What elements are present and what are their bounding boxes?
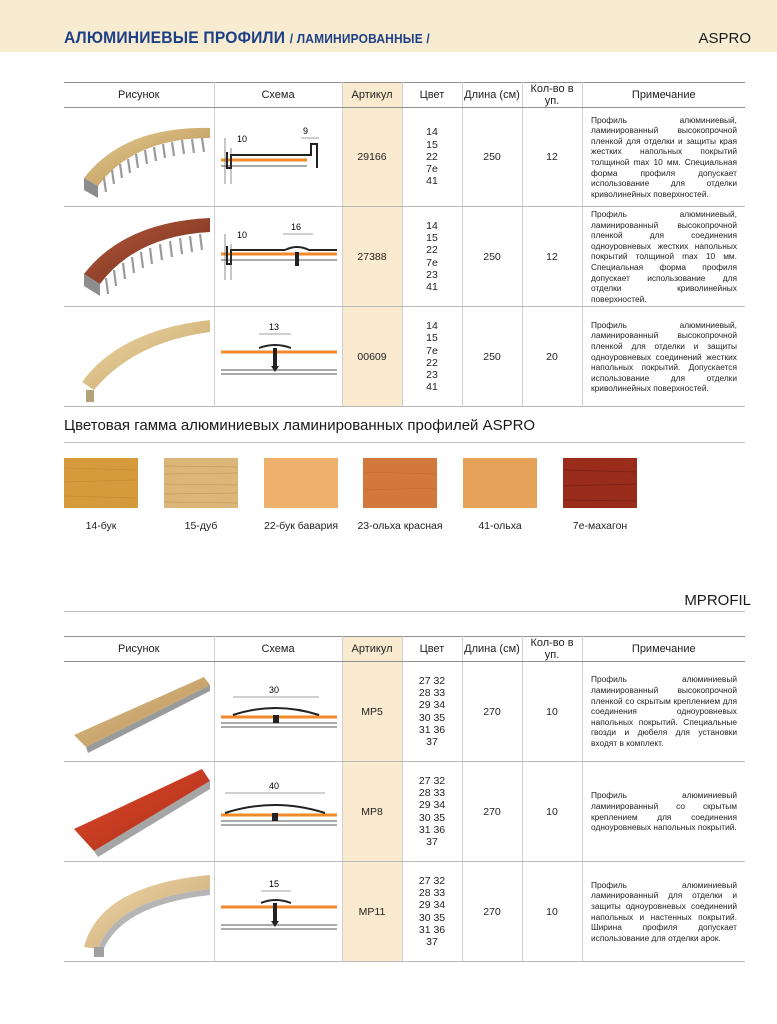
swatch-23 <box>363 458 437 508</box>
col-header-note: Примечание <box>582 83 745 108</box>
color-code: 41 <box>426 381 438 394</box>
swatch-15 <box>164 458 238 508</box>
color-code: 37 <box>426 935 438 948</box>
scheme-dim-label: 10 <box>236 229 247 240</box>
table-header-row <box>64 83 745 108</box>
aspro-table <box>64 82 745 407</box>
product-scheme <box>214 762 342 862</box>
color-code: 28 33 <box>418 687 446 700</box>
note-text: Профиль алюминиевый ламинированный высокопрочной пленкой со скрытым креплением для соединения одноуровневых напольных покрытий. Специальные гвозди и дюбеля для установки входят в комплект. <box>590 674 737 748</box>
color-code: 30 35 <box>418 811 446 824</box>
col-header-length: Длина (см) <box>462 637 522 662</box>
scheme-dim-label: 10 <box>236 134 247 144</box>
qty-cell: 20 <box>522 307 582 407</box>
brand-mprofil: MPROFIL <box>684 592 751 609</box>
swatch-fill <box>64 458 138 508</box>
profile-mp5-image <box>64 663 214 761</box>
product-image <box>64 862 214 962</box>
col-header-image: Рисунок <box>64 83 214 108</box>
note-text: Профиль алюминиевый, ламинированный высокопрочной пленкой для отделки и защиты одноуровневых соединений жестких напольных покрытий. Допускается использование для отделки криволинейных поверхностей. <box>590 319 737 394</box>
color-code: 29 34 <box>418 899 446 912</box>
product-scheme <box>214 108 342 207</box>
article-cell: MP11 <box>342 862 402 962</box>
scheme-drawing <box>215 663 343 761</box>
swatch-label: 23-ольха красная <box>357 520 443 532</box>
color-list <box>402 307 462 407</box>
color-code: 41 <box>426 281 438 294</box>
color-code: 7e <box>426 344 438 357</box>
qty-cell: 12 <box>522 108 582 207</box>
scheme-drawing <box>215 763 343 861</box>
length-cell: 270 <box>462 762 522 862</box>
color-code: 37 <box>426 735 438 748</box>
color-code: 27 32 <box>418 674 446 687</box>
swatch-label: 22-бук бавария <box>263 520 339 532</box>
note-cell <box>582 108 745 207</box>
col-header-color: Цвет <box>402 83 462 108</box>
color-code: 7e <box>426 256 438 269</box>
color-code: 15 <box>426 332 438 345</box>
color-list <box>402 207 462 307</box>
product-scheme <box>214 862 342 962</box>
color-code: 31 36 <box>418 923 446 936</box>
color-list <box>402 108 462 207</box>
color-code: 29 34 <box>418 799 446 812</box>
color-code: 22 <box>426 244 438 257</box>
color-code: 28 33 <box>418 787 446 800</box>
color-code: 14 <box>426 320 438 333</box>
color-code: 30 35 <box>418 911 446 924</box>
col-header-article: Артикул <box>342 637 402 662</box>
scheme-dim-label: 9 <box>302 126 308 136</box>
table-row <box>64 862 745 962</box>
profile-mp11-image <box>64 863 214 961</box>
note-text: Профиль алюминиевый ламинированный для отделки и защиты одноуровневых соединений напольных и настенных покрытий. Ширина профиля допускает использование для отделки арок. <box>590 879 737 943</box>
article-cell: 00609 <box>342 307 402 407</box>
product-image <box>64 207 214 307</box>
swatch-label: 15-дуб <box>184 520 218 532</box>
color-code: 27 32 <box>418 774 446 787</box>
length-cell: 250 <box>462 207 522 307</box>
color-code: 29 34 <box>418 699 446 712</box>
length-cell: 250 <box>462 108 522 207</box>
col-header-qty: Кол-во в уп. <box>522 83 582 108</box>
note-cell <box>582 862 745 962</box>
col-header-length: Длина (см) <box>462 83 522 108</box>
article-cell: 29166 <box>342 108 402 207</box>
swatch-7e <box>563 458 637 508</box>
note-text: Профиль алюминиевый, ламинированный высокопрочной пленкой для отделки и защиты края жестких напольных покрытий толщиной max 10 мм. Специальная форма профиля допускает использование для отделки криволинейных поверхностей. <box>590 114 737 199</box>
profile-t-image <box>64 308 214 406</box>
page-title-main: АЛЮМИНИЕВЫЕ ПРОФИЛИ <box>64 28 286 47</box>
qty-cell: 10 <box>522 862 582 962</box>
note-text: Профиль алюминиевый ламинированный со скрытым креплением для соединения одноуровневых напольных покрытий. <box>590 790 737 833</box>
note-cell <box>582 207 745 307</box>
mprofil-table <box>64 636 745 962</box>
qty-cell: 10 <box>522 662 582 762</box>
color-code: 27 32 <box>418 874 446 887</box>
swatch-label: 7е-махагон <box>572 520 628 532</box>
col-header-note: Примечание <box>582 637 745 662</box>
product-scheme <box>214 207 342 307</box>
color-code: 15 <box>426 232 438 245</box>
product-image <box>64 762 214 862</box>
length-cell: 270 <box>462 862 522 962</box>
product-image <box>64 307 214 407</box>
color-code: 22 <box>426 150 438 163</box>
color-code: 28 33 <box>418 887 446 900</box>
color-code: 14 <box>426 126 438 139</box>
length-cell: 270 <box>462 662 522 762</box>
scheme-drawing <box>215 863 343 961</box>
swatch-fill <box>463 458 537 508</box>
color-code: 30 35 <box>418 711 446 724</box>
color-code: 15 <box>426 138 438 151</box>
product-image <box>64 662 214 762</box>
color-code: 37 <box>426 835 438 848</box>
profile-curved-edge-image <box>64 108 214 206</box>
product-scheme <box>214 307 342 407</box>
table-row <box>64 307 745 407</box>
color-code: 41 <box>426 175 438 188</box>
note-cell <box>582 307 745 407</box>
article-cell: MP5 <box>342 662 402 762</box>
page-title-sub: / ЛАМИНИРОВАННЫЕ / <box>289 31 430 46</box>
table-row <box>64 207 745 307</box>
table-row <box>64 762 745 862</box>
swatch-14 <box>64 458 138 508</box>
qty-cell: 12 <box>522 207 582 307</box>
table-header-row <box>64 637 745 662</box>
product-scheme <box>214 662 342 762</box>
profile-curved-joint-image <box>64 208 214 306</box>
brand-aspro: ASPRO <box>698 30 751 47</box>
col-header-qty: Кол-во в уп. <box>522 637 582 662</box>
scheme-dim-label: 15 <box>268 878 279 889</box>
scheme-dim-label: 30 <box>268 684 279 695</box>
col-header-scheme: Схема <box>214 637 342 662</box>
swatch-fill <box>363 458 437 508</box>
col-header-article: Артикул <box>342 83 402 108</box>
color-code: 23 <box>426 369 438 382</box>
length-cell: 250 <box>462 307 522 407</box>
qty-cell: 10 <box>522 762 582 862</box>
profile-mp8-image <box>64 763 214 861</box>
note-cell <box>582 662 745 762</box>
divider <box>64 611 745 612</box>
scheme-drawing <box>215 108 343 206</box>
swatch-label: 41-ольха <box>478 520 522 532</box>
swatch-22 <box>264 458 338 508</box>
color-code: 14 <box>426 220 438 233</box>
scheme-dim-label: 13 <box>268 321 279 332</box>
col-header-image: Рисунок <box>64 637 214 662</box>
color-gamma-title: Цветовая гамма алюминиевых ламинированных профилей ASPRO <box>64 417 536 434</box>
color-code: 23 <box>426 268 438 281</box>
article-cell: MP8 <box>342 762 402 862</box>
color-code: 31 36 <box>418 723 446 736</box>
scheme-drawing <box>215 208 343 306</box>
table-row <box>64 108 745 207</box>
article-cell: 27388 <box>342 207 402 307</box>
swatch-label: 14-бук <box>85 520 117 532</box>
swatch-fill <box>264 458 338 508</box>
page-title <box>64 28 430 48</box>
swatch-41 <box>463 458 537 508</box>
table-row <box>64 662 745 762</box>
note-cell <box>582 762 745 862</box>
color-code: 31 36 <box>418 823 446 836</box>
divider <box>64 442 745 443</box>
scheme-dim-label: 16 <box>290 221 301 232</box>
color-list <box>402 862 462 962</box>
color-code: 22 <box>426 356 438 369</box>
color-code: 7e <box>426 163 438 176</box>
color-list <box>402 662 462 762</box>
swatch-fill <box>164 458 238 508</box>
scheme-dim-label: 40 <box>268 780 279 791</box>
product-image <box>64 108 214 207</box>
scheme-drawing <box>215 308 343 406</box>
note-text: Профиль алюминиевый, ламинированный высокопрочной пленкой для соединения одноуровневых жестких напольных покрытий толщиной max 10 мм. Специальная форма профиля допускает использование для отделки криволинейных поверхностей. <box>590 209 737 304</box>
col-header-scheme: Схема <box>214 83 342 108</box>
swatch-fill <box>563 458 637 508</box>
col-header-color: Цвет <box>402 637 462 662</box>
color-list <box>402 762 462 862</box>
